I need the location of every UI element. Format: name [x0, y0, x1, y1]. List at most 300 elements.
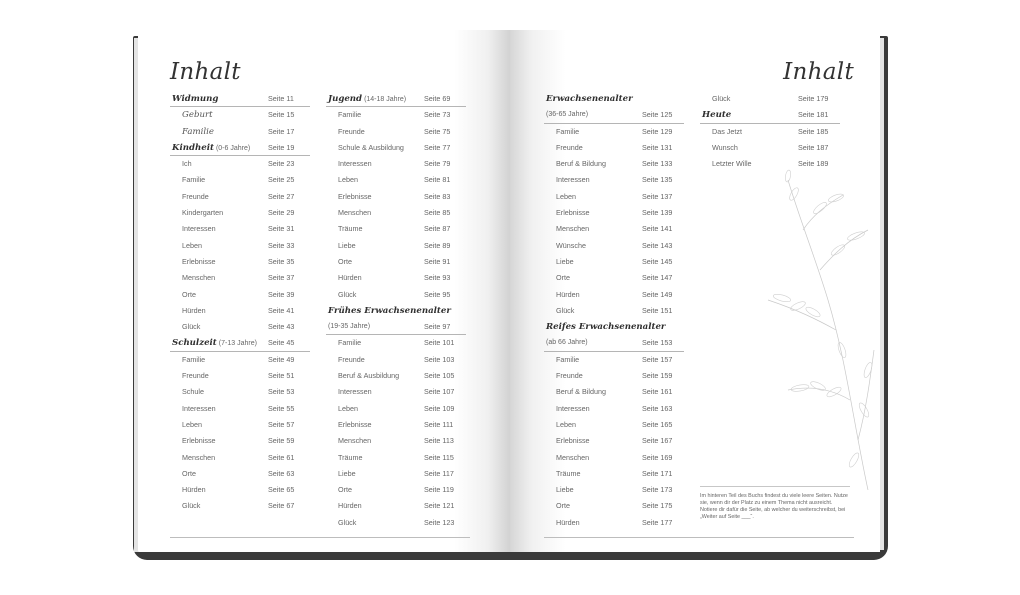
toc-entry [544, 140, 684, 156]
footer-rule [170, 537, 470, 538]
toc-entry-label [556, 254, 574, 270]
toc-entry-page: Seite 73 [424, 110, 451, 120]
toc-entry-page: Seite 189 [798, 159, 829, 169]
toc-entry-title: Beruf & Ausbildung [338, 371, 400, 381]
toc-entry-label [182, 287, 196, 303]
toc-entry-label [556, 466, 581, 482]
toc-entry-title: Familie [182, 354, 206, 364]
toc-entry [170, 172, 310, 188]
toc-entry-title: Leben [556, 419, 576, 429]
toc-entry-title: Menschen [556, 224, 590, 234]
toc-entry-page: Seite 51 [268, 371, 295, 381]
toc-entry-title: Träume [338, 224, 363, 234]
toc-entry [326, 107, 466, 123]
toc-entry [326, 417, 466, 433]
toc-entry-page: Seite 39 [268, 289, 295, 299]
toc-entry-title: Freunde [338, 126, 365, 136]
toc-entry-label [338, 270, 362, 286]
toc-entry-label [338, 450, 363, 466]
toc-entry-title: Familie [556, 126, 580, 136]
toc-entry-label [182, 189, 209, 205]
toc-entry-title: Freunde [182, 371, 209, 381]
toc-entry-title: Orte [556, 501, 570, 511]
toc-entry-label [338, 254, 352, 270]
toc-entry-page: Seite 141 [642, 224, 673, 234]
toc-entry-label [556, 352, 579, 368]
toc-entry-title: Interessen [556, 175, 590, 185]
toc-entry [170, 401, 310, 417]
toc-entry-title: Leben [182, 240, 202, 250]
toc-entry [326, 335, 466, 351]
toc-entry-page: Seite 157 [642, 354, 673, 364]
toc-entry [170, 498, 310, 514]
toc-entry [326, 254, 466, 270]
toc-entry-label [556, 270, 570, 286]
toc-entry [326, 515, 466, 531]
toc-entry-page: Seite 23 [268, 159, 295, 169]
toc-entry [544, 205, 684, 221]
toc-entry-title: (36-65 Jahre) [546, 111, 589, 119]
toc-entry [544, 172, 684, 188]
toc-entry [544, 335, 684, 351]
toc-entry-title: Das Jetzt [712, 126, 742, 136]
toc-entry-page: Seite 63 [268, 468, 295, 478]
toc-entry [170, 270, 310, 286]
toc-entry [170, 254, 310, 270]
toc-entry-page: Seite 15 [268, 110, 295, 120]
toc-entry-title: Liebe [338, 468, 356, 478]
toc-entry [544, 384, 684, 400]
toc-entry-page: Seite 117 [424, 468, 454, 478]
toc-entry [544, 352, 684, 368]
toc-entry-title: Familie [338, 338, 362, 348]
toc-entry-label [556, 156, 606, 172]
toc-column-1 [170, 91, 310, 515]
toc-entry-label [712, 124, 742, 140]
toc-entry [544, 498, 684, 514]
toc-entry-page: Seite 61 [268, 452, 295, 462]
toc-entry-page: Seite 131 [642, 142, 673, 152]
toc-entry-label [182, 205, 223, 221]
toc-entry-label [182, 384, 204, 400]
toc-entry-label [338, 368, 399, 384]
toc-entry-label [172, 140, 250, 157]
toc-entry [326, 287, 466, 303]
toc-entry [544, 417, 684, 433]
toc-entry-page: Seite 109 [424, 403, 455, 413]
toc-entry-title: Schule & Ausbildung [338, 142, 404, 152]
toc-entry-title: Glück [182, 501, 201, 511]
toc-entry-label [172, 335, 257, 352]
toc-entry-page: Seite 167 [642, 436, 673, 446]
toc-entry-page: Seite 17 [268, 126, 295, 136]
toc-entry-label [182, 303, 206, 319]
toc-entry [544, 221, 684, 237]
toc-entry-title: Freunde [338, 354, 365, 364]
toc-entry [326, 482, 466, 498]
toc-entry-label [338, 352, 365, 368]
toc-entry-page: Seite 69 [424, 94, 451, 103]
toc-entry [700, 107, 840, 123]
note-text: Im hinteren Teil des Buchs findest du viele leere Seiten. Nutze sie, wenn dir der Platz zu einem Thema nicht ausreicht. Notiere dir dafür die Seite, ab welcher du weiterschreibst, bei „Weiter auf Seite ___“. [700, 486, 850, 521]
toc-entry-label [172, 91, 218, 107]
toc-entry-page: Seite 83 [424, 191, 451, 201]
toc-entry-label [556, 205, 590, 221]
toc-entry-page: Seite 133 [642, 159, 673, 169]
toc-entry-label [338, 221, 363, 237]
toc-entry-page: Seite 43 [268, 322, 295, 332]
toc-entry-page: Seite 159 [642, 371, 673, 381]
toc-entry [326, 450, 466, 466]
toc-entry [170, 368, 310, 384]
toc-entry [544, 270, 684, 286]
toc-entry-title: Geburt [182, 110, 213, 121]
toc-entry-label [182, 368, 209, 384]
toc-entry-label [182, 433, 216, 449]
open-book [128, 30, 890, 560]
toc-entry-label [546, 319, 665, 335]
toc-entry-title: Familie [182, 126, 214, 137]
toc-entry-page: Seite 147 [642, 273, 673, 283]
toc-entry-page: Seite 77 [424, 142, 451, 152]
toc-entry [544, 433, 684, 449]
toc-entry-title: Menschen [338, 208, 372, 218]
toc-entry-label [338, 238, 356, 254]
toc-entry-label [338, 140, 404, 156]
toc-entry-label [712, 91, 730, 107]
toc-entry-title: Heute [702, 110, 732, 121]
toc-entry-title: Erlebnisse [182, 436, 216, 446]
toc-entry-title: Interessen [182, 403, 216, 413]
toc-entry-label [556, 384, 606, 400]
toc-entry-label [182, 238, 202, 254]
toc-column-2 [326, 91, 466, 531]
toc-entry-page: Seite 151 [642, 305, 673, 315]
toc-entry-page: Seite 59 [268, 436, 295, 446]
toc-entry [170, 221, 310, 237]
toc-entry-label [556, 450, 589, 466]
toc-entry [170, 319, 310, 335]
toc-entry [326, 433, 466, 449]
toc-entry [544, 91, 684, 107]
toc-entry-label [556, 433, 590, 449]
toc-entry [170, 189, 310, 205]
toc-entry [170, 352, 310, 368]
toc-entry [544, 238, 684, 254]
toc-entry-label [338, 384, 372, 400]
toc-entry [326, 172, 466, 188]
toc-entry-label [546, 91, 633, 107]
toc-entry-label [182, 352, 205, 368]
toc-entry-title: Glück [556, 305, 575, 315]
toc-entry [326, 124, 466, 140]
toc-entry-page: Seite 171 [642, 468, 673, 478]
toc-entry-title: Interessen [338, 159, 372, 169]
toc-entry-title: Hürden [556, 517, 580, 527]
leaf-branch-illustration [758, 160, 876, 490]
toc-entry [544, 303, 684, 319]
toc-entry-age-range: (0-6 Jahre) [215, 144, 251, 152]
toc-entry-title: Interessen [338, 387, 372, 397]
toc-entry-label [182, 466, 196, 482]
toc-entry-title: Orte [182, 468, 196, 478]
toc-entry-page: Seite 185 [798, 126, 829, 136]
toc-entry [544, 107, 684, 123]
toc-entry-title: Erlebnisse [556, 436, 590, 446]
toc-entry-title: Leben [338, 175, 358, 185]
toc-entry-title: Kindheit [172, 142, 214, 153]
toc-column-3 [544, 91, 684, 531]
toc-entry-page: Seite 27 [268, 191, 295, 201]
toc-entry-title: Kindergarten [182, 208, 224, 218]
toc-entry-page: Seite 45 [268, 338, 295, 348]
toc-entry-page: Seite 75 [424, 126, 451, 136]
toc-entry-label [556, 417, 576, 433]
toc-entry [326, 91, 466, 107]
toc-entry-label [712, 140, 738, 156]
toc-entry [544, 466, 684, 482]
toc-entry-page: Seite 111 [424, 419, 454, 429]
toc-entry [326, 319, 466, 335]
toc-entry [326, 498, 466, 514]
toc-entry-label [182, 221, 216, 237]
toc-entry [170, 91, 310, 107]
toc-entry [170, 335, 310, 351]
toc-entry-label [338, 401, 358, 417]
toc-entry-page: Seite 165 [642, 419, 673, 429]
toc-entry-label [338, 335, 361, 351]
toc-entry [326, 156, 466, 172]
toc-entry-label [338, 417, 372, 433]
toc-entry-page: Seite 135 [642, 175, 673, 185]
toc-entry-page: Seite 173 [642, 485, 673, 495]
toc-entry [544, 189, 684, 205]
toc-entry-label [556, 482, 574, 498]
toc-entry-page: Seite 101 [424, 338, 455, 348]
toc-entry-title: Interessen [182, 224, 216, 234]
toc-entry-age-range: (14-18 Jahre) [364, 96, 407, 103]
toc-entry-title: Hürden [182, 305, 206, 315]
toc-entry-label [556, 401, 590, 417]
toc-entry-title: Interessen [556, 403, 590, 413]
toc-entry-page: Seite 143 [642, 240, 673, 250]
toc-entry-page: Seite 187 [798, 142, 829, 152]
toc-entry [170, 303, 310, 319]
toc-entry-label [182, 270, 215, 286]
toc-entry-page: Seite 87 [424, 224, 451, 234]
toc-entry-title: Freunde [182, 191, 209, 201]
toc-entry [326, 352, 466, 368]
toc-entry [326, 368, 466, 384]
toc-entry-page: Seite 153 [642, 338, 673, 348]
toc-entry [326, 270, 466, 286]
toc-entry [544, 401, 684, 417]
toc-entry-title: Leben [182, 419, 202, 429]
toc-entry-page: Seite 123 [424, 517, 455, 527]
toc-entry-label [182, 172, 205, 188]
toc-entry-title: Leben [556, 191, 576, 201]
toc-entry [326, 384, 466, 400]
toc-entry-page: Seite 177 [642, 517, 673, 527]
toc-entry-label [328, 319, 370, 335]
toc-entry-page: Seite 93 [424, 273, 451, 283]
toc-entry [170, 156, 310, 172]
toc-entry [544, 450, 684, 466]
toc-entry-label [182, 156, 192, 172]
toc-entry [170, 450, 310, 466]
footer-rule [544, 537, 854, 538]
toc-entry-page: Seite 37 [268, 273, 295, 283]
toc-entry-label [338, 172, 358, 188]
toc-entry [170, 140, 310, 156]
toc-entry-title: Menschen [182, 273, 216, 283]
toc-entry-title: Letzter Wille [712, 159, 752, 169]
toc-entry [326, 205, 466, 221]
toc-entry-title: (ab 66 Jahre) [546, 339, 588, 347]
toc-entry [170, 107, 310, 123]
toc-entry [170, 384, 310, 400]
toc-entry-title: Menschen [556, 452, 590, 462]
toc-entry-label [712, 156, 752, 172]
toc-entry-page: Seite 49 [268, 354, 295, 364]
right-page-title: Inhalt [783, 59, 854, 85]
toc-entry-title: Widmung [172, 94, 219, 104]
toc-entry-page: Seite 145 [642, 256, 673, 266]
toc-entry [170, 124, 310, 140]
toc-entry-label [556, 368, 583, 384]
toc-entry-title: Orte [338, 485, 352, 495]
toc-entry-title: Glück [338, 289, 357, 299]
toc-entry-title: Beruf & Bildung [556, 159, 606, 169]
toc-entry-label [338, 482, 352, 498]
toc-entry-page: Seite 55 [268, 403, 295, 413]
toc-entry-label [556, 498, 570, 514]
toc-entry [170, 417, 310, 433]
toc-entry-label [338, 156, 372, 172]
toc-entry-page: Seite 175 [642, 501, 673, 511]
toc-entry-page: Seite 11 [268, 94, 294, 103]
toc-entry [170, 482, 310, 498]
toc-entry [326, 189, 466, 205]
toc-entry-title: Hürden [338, 273, 362, 283]
left-page [138, 30, 510, 552]
toc-entry-page: Seite 139 [642, 208, 673, 218]
toc-entry-label [338, 124, 365, 140]
toc-entry-title: Träume [338, 452, 363, 462]
toc-entry [544, 287, 684, 303]
toc-entry-title: Erlebnisse [182, 256, 216, 266]
toc-entry-label [556, 287, 580, 303]
toc-entry [544, 482, 684, 498]
toc-entry-page: Seite 25 [268, 175, 295, 185]
toc-entry-label [556, 124, 579, 140]
toc-entry [326, 140, 466, 156]
toc-entry-label [182, 401, 216, 417]
toc-entry-label [182, 450, 215, 466]
toc-entry-page: Seite 107 [424, 387, 455, 397]
toc-entry-title: Wünsche [556, 240, 586, 250]
toc-entry-label [556, 303, 574, 319]
toc-entry-title: (19-35 Jahre) [328, 323, 371, 331]
toc-entry-label [338, 515, 356, 531]
toc-entry-label [182, 124, 214, 140]
toc-entry-page: Seite 67 [268, 501, 295, 511]
toc-entry-title: Erwachsenenalter [546, 94, 633, 104]
toc-entry-page: Seite 115 [424, 452, 454, 462]
toc-entry-page: Seite 19 [268, 142, 295, 152]
toc-entry-page: Seite 169 [642, 452, 673, 462]
toc-entry [544, 156, 684, 172]
toc-entry-page: Seite 181 [798, 110, 829, 120]
toc-entry [170, 466, 310, 482]
toc-entry [170, 433, 310, 449]
toc-entry-page: Seite 65 [268, 485, 295, 495]
toc-entry [544, 254, 684, 270]
toc-entry-title: Freunde [556, 142, 583, 152]
toc-entry-page: Seite 53 [268, 387, 295, 397]
toc-entry-title: Erlebnisse [556, 208, 590, 218]
toc-entry-label [546, 335, 588, 351]
toc-entry-label [338, 189, 372, 205]
toc-entry-page: Seite 31 [268, 224, 295, 234]
toc-entry-page: Seite 103 [424, 354, 455, 364]
toc-entry-title: Schule [182, 387, 204, 397]
toc-entry [326, 238, 466, 254]
toc-entry [544, 319, 684, 335]
toc-entry [700, 91, 840, 107]
toc-entry-title: Liebe [556, 485, 574, 495]
toc-entry [326, 401, 466, 417]
toc-entry-label [328, 91, 406, 108]
toc-entry-label [556, 238, 586, 254]
toc-entry-title: Beruf & Bildung [556, 387, 606, 397]
toc-entry-page: Seite 41 [268, 305, 295, 315]
toc-entry-label [338, 107, 361, 123]
toc-entry [700, 124, 840, 140]
toc-entry-page: Seite 113 [424, 436, 454, 446]
toc-entry-title: Orte [182, 289, 196, 299]
toc-entry-title: Ich [182, 159, 192, 169]
toc-entry-title: Familie [556, 354, 580, 364]
toc-entry-page: Seite 35 [268, 256, 295, 266]
toc-entry-page: Seite 57 [268, 419, 295, 429]
toc-entry-label [182, 482, 206, 498]
toc-entry-title: Erlebnisse [338, 419, 372, 429]
toc-entry-label [328, 303, 451, 319]
toc-entry [326, 303, 466, 319]
toc-entry-title: Liebe [556, 256, 574, 266]
toc-entry-page: Seite 161 [642, 387, 673, 397]
toc-entry-label [338, 205, 371, 221]
toc-entry [544, 515, 684, 531]
toc-entry-title: Hürden [338, 501, 362, 511]
toc-entry-title: Glück [338, 517, 357, 527]
toc-entry-title: Liebe [338, 240, 356, 250]
left-page-title: Inhalt [170, 59, 241, 85]
toc-entry-title: Hürden [556, 289, 580, 299]
toc-entry-title: Familie [182, 175, 206, 185]
right-page [510, 30, 880, 552]
toc-entry-page: Seite 91 [424, 256, 451, 266]
toc-entry-label [556, 221, 589, 237]
toc-entry-label [546, 107, 588, 123]
toc-entry-label [338, 287, 356, 303]
toc-entry-title: Erlebnisse [338, 191, 372, 201]
toc-entry-page: Seite 129 [642, 126, 673, 136]
toc-entry-title: Glück [712, 94, 731, 103]
toc-entry-page: Seite 179 [798, 94, 829, 103]
toc-entry [544, 368, 684, 384]
